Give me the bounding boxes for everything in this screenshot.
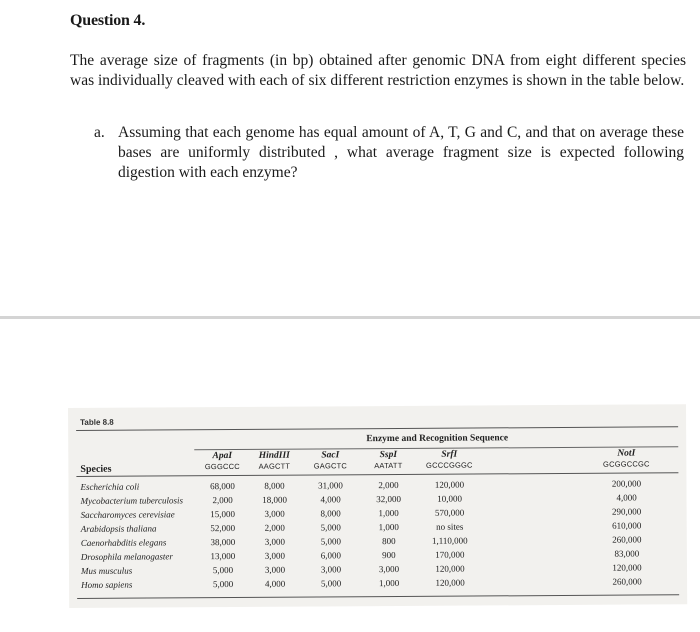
table-bottom-rule <box>77 594 679 599</box>
table-cell: 31,000 <box>318 480 343 491</box>
species-name: Arabidopsis thaliana <box>80 523 157 534</box>
table-scan <box>68 404 687 608</box>
table-cell: 120,000 <box>612 562 642 573</box>
table-cell: 260,000 <box>612 534 642 545</box>
table-cell: 18,000 <box>262 494 287 505</box>
enzyme-sequence: AATATT <box>374 460 403 471</box>
table-cell: 120,000 <box>434 479 465 490</box>
enzyme-sequence: GCCCGGGC <box>426 460 473 470</box>
table-cell: 38,000 <box>210 536 236 548</box>
table-cell: no sites <box>436 521 464 532</box>
enzyme-name: ApaI <box>212 450 233 462</box>
enzyme-name: NotI <box>617 448 636 459</box>
species-name: Homo sapiens <box>81 579 133 590</box>
table-cell: 6,000 <box>320 550 342 561</box>
table-cell: 5,000 <box>320 578 342 589</box>
enzyme-name: SspI <box>379 449 398 461</box>
table-cell: 1,000 <box>378 577 400 589</box>
column-header-hindiii <box>244 451 304 472</box>
column-header-srfi <box>414 449 484 470</box>
table-cell: 8,000 <box>320 508 341 519</box>
table-cell: 1,000 <box>378 507 399 519</box>
enzyme-name: SacI <box>321 450 340 461</box>
table-cell: 5,000 <box>212 578 234 590</box>
table-cell: 3,000 <box>264 508 285 519</box>
table-row <box>69 576 687 593</box>
table-cell: 170,000 <box>435 549 465 560</box>
enzyme-sequence: GAGCTC <box>313 461 348 471</box>
species-name: Mycobacterium tuberculosis <box>80 495 184 506</box>
table-cell: 8,000 <box>264 480 285 491</box>
table-cell: 5,000 <box>320 522 341 533</box>
column-header-noti <box>586 448 666 469</box>
table-cell: 800 <box>382 536 396 547</box>
table-cell: 120,000 <box>435 577 465 588</box>
enzyme-sequence: AAGCTT <box>258 461 291 471</box>
enzyme-name: SrfI <box>441 449 458 460</box>
species-name: Drosophila melanogaster <box>80 551 173 562</box>
table-cell: 13,000 <box>210 550 236 562</box>
table-cell: 3,000 <box>378 563 400 575</box>
table-cell: 32,000 <box>376 493 401 505</box>
table-cell: 3,000 <box>264 536 285 547</box>
section-divider <box>0 316 700 319</box>
table-cell: 10,000 <box>437 493 462 504</box>
table-cell: 1,110,000 <box>431 535 468 546</box>
table-cell: 200,000 <box>611 478 642 489</box>
table-cell: 290,000 <box>611 506 642 517</box>
table-cell: 1,000 <box>378 521 399 533</box>
table-cell: 15,000 <box>210 508 236 520</box>
species-header: Species <box>80 463 112 475</box>
enzyme-sequence: GGGCCC <box>204 461 240 472</box>
table-cell: 2,000 <box>264 522 285 533</box>
table-cell: 5,000 <box>320 536 341 547</box>
table-top-rule <box>76 426 678 431</box>
table-label: Table 8.8 <box>80 417 114 427</box>
species-name: Mus musculus <box>80 565 133 576</box>
table-cell: 2,000 <box>378 479 399 491</box>
species-name: Caenorhabditis elegans <box>80 537 167 548</box>
table-cell: 610,000 <box>612 520 642 531</box>
part-a-label: a. <box>94 124 105 141</box>
table-cell: 52,000 <box>210 522 236 534</box>
column-header-sspi <box>358 450 418 471</box>
species-name: Saccharomyces cerevisiae <box>80 509 175 520</box>
table-cell: 4,000 <box>264 578 286 589</box>
table-cell: 2,000 <box>212 494 233 506</box>
species-name: Escherichia coli <box>80 481 140 492</box>
question-title: Question 4. <box>70 12 146 29</box>
table-cell: 260,000 <box>612 576 642 587</box>
table-cell: 3,000 <box>264 550 286 561</box>
column-header-saci <box>300 450 360 471</box>
table-cell: 83,000 <box>614 548 640 559</box>
table-cell: 570,000 <box>434 507 465 518</box>
table-cell: 4,000 <box>320 494 341 505</box>
table-cell: 68,000 <box>210 480 235 492</box>
enzyme-sequence: GCGGCCGC <box>603 459 650 469</box>
enzyme-header: Enzyme and Recognition Sequence <box>366 433 509 445</box>
header-bottom-rule <box>76 472 678 477</box>
enzyme-name: HindIII <box>258 450 290 461</box>
table-cell: 3,000 <box>320 564 342 575</box>
question-intro: The average size of fragments (in bp) obtained after genomic DNA from eight different species was individually cleaved with each of six different restriction enzymes is shown in the table below. <box>70 52 686 89</box>
table-cell: 900 <box>382 550 396 561</box>
part-a-text: Assuming that each genome has equal amount of A, T, G and C, and that on average these bases are uniformly distributed , what average fragment size is expected following digestion with each enzyme? <box>118 124 684 181</box>
table-cell: 120,000 <box>435 563 465 574</box>
table-cell: 4,000 <box>616 492 637 503</box>
table-cell: 5,000 <box>212 564 234 576</box>
table-cell: 3,000 <box>264 564 286 575</box>
